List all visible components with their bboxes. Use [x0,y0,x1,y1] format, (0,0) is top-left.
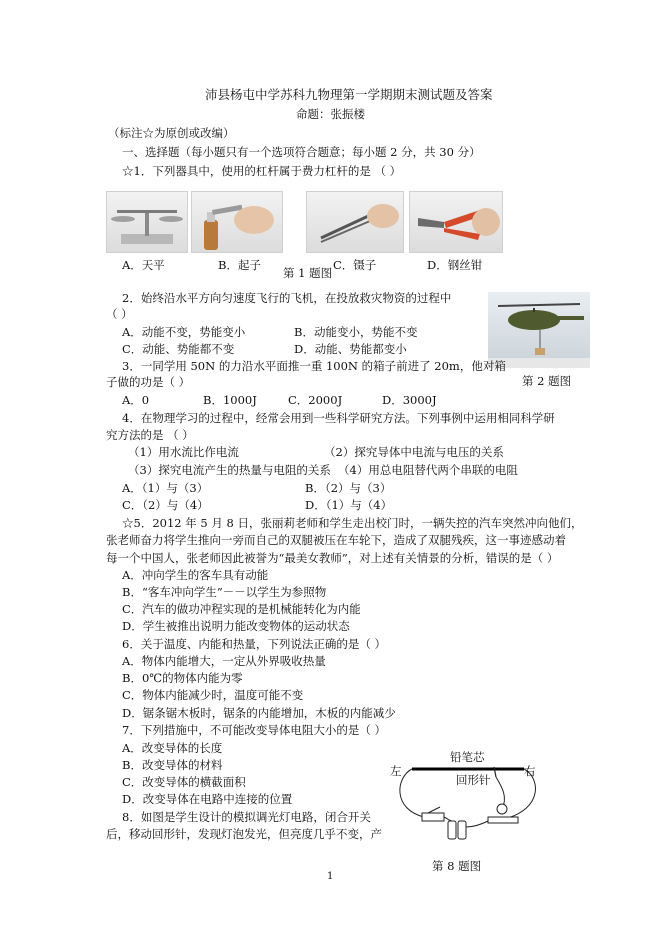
diagram-label-right: 右 [524,764,536,778]
q8-caption: 第 8 题图 [432,859,482,873]
q7-stem: 7．下列措施中，不可能改变导体电阻大小的是（ ） [122,723,386,737]
tweezers-photo [306,191,404,253]
q1-option-d: D．钢丝钳 [427,258,483,272]
q6-option-a: A．物体内能增大，一定从外界吸收热量 [122,654,326,668]
q5-option-c: C．汽车的做功冲程实现的是机械能转化为内能 [122,602,361,616]
q4-item-4: （4）用总电阻替代两个串联的电阻 [338,463,518,477]
q3-stem-line1: 3．一同学用 50N 的力沿水平面推一重 100N 的箱子前进了 20m，他对箱 [122,359,506,373]
q3-option-b: B．1000J [203,393,257,407]
q6-option-d: D．锯条锯木板时，锯条的内能增加，木板的内能减少 [122,706,396,720]
diagram-label-core: 铅笔芯 [450,750,485,764]
q1-option-b: B．起子 [218,258,261,272]
q7-option-a: A．改变导体的长度 [122,741,223,755]
q7-option-b: B．改变导体的材料 [122,758,223,772]
q4-item-2: （2）探究导体中电流与电压的关系 [324,445,504,459]
q7-option-d: D．改变导体在电路中连接的位置 [122,792,293,806]
q4-stem-line2: 究方法的是 （ ） [106,428,194,442]
q8-stem-line2: 后，移动回形针，发现灯泡发光，但亮度几乎不变，产 [106,827,382,841]
page-number: 1 [327,871,334,882]
q5-option-b: B．“客车冲向学生”－－以学生为参照物 [122,585,327,599]
q3-option-c: C．2000J [288,393,343,407]
q4-option-d: D．（1）与（4） [305,498,393,512]
q5-option-a: A．冲向学生的客车具有动能 [122,568,269,582]
q6-option-b: B．0℃的物体内能为零 [122,671,243,685]
pliers-photo [409,191,503,253]
q2-caption: 第 2 题图 [522,374,572,388]
bottle-opener-photo [191,191,283,253]
q4-stem-line1: 4．在物理学习的过程中，经常会用到一些科学研究方法。下列事例中运用相同科学研 [122,411,555,425]
q4-option-b: B．（2）与（3） [305,481,392,495]
q4-option-a: A．（1）与（3） [122,481,209,495]
note-line: （标注☆为原创或改编） [108,126,235,140]
q6-option-c: C．物体内能减少时，温度可能不变 [122,688,304,702]
q1-stem: ☆1．下列器具中，使用的杠杆属于费力杠杆的是 （ ） [122,164,402,178]
diagram-label-left: 左 [390,764,402,778]
q5-stem-line1: ☆5．2012 年 5 月 8 日，张丽莉老师和学生走出校门时，一辆失控的汽车突然冲向他们， [122,516,583,530]
q8-stem-line1: 8．如图是学生设计的模拟调光灯电路，闭合开关 [122,810,371,824]
page-title: 沛县杨屯中学苏科九物理第一学期期末测试题及答案 [205,87,493,102]
author-line: 命题：张振楼 [296,107,365,121]
q1-option-c: C．镊子 [333,258,377,272]
q2-option-c: C．动能、势能都不变 [122,342,235,356]
balance-scale-photo [106,191,188,253]
q7-option-c: C．改变导体的横截面积 [122,775,246,789]
q6-stem: 6．关于温度、内能和热量，下列说法正确的是（ ） [122,637,386,651]
q1-caption: 第 1 题图 [283,266,333,280]
q3-option-a: A．0 [122,393,150,407]
q2-option-b: B．动能变小，势能不变 [294,325,418,339]
q4-item-3: （3）探究电流产生的热量与电阻的关系 [128,463,331,477]
helicopter-photo [488,292,590,368]
q2-option-d: D．动能、势能都变小 [294,342,407,356]
q1-option-a: A．天平 [122,258,165,272]
q3-option-d: D．3000J [382,393,437,407]
q5-option-d: D．学生被推出说明力能改变物体的运动状态 [122,619,350,633]
q2-option-a: A．动能不变，势能变小 [122,325,246,339]
q2-stem-line2: （ ） [106,307,133,321]
q4-option-c: C．（2）与（4） [122,498,209,512]
diagram-label-clip: 回形针 [456,773,491,787]
q5-stem-line2: 张老师奋力将学生推向一旁而自己的双腿被压在车轮下，造成了双腿残疾，这一事迹感动着 [106,533,566,547]
q3-stem-line2: 子做的功是（ ） [106,375,191,389]
q2-stem-line1: 2．始终沿水平方向匀速度飞行的飞机，在投放救灾物资的过程中 [122,291,452,305]
q5-stem-line3: 每一个中国人，张老师因此被誉为“最美女教师”，对上述有关情景的分析，错误的是（ ） [106,551,559,565]
section-heading: 一、选择题（每小题只有一个选项符合题意；每小题 2 分，共 30 分） [122,145,481,159]
q4-item-1: （1）用水流比作电流 [128,445,239,459]
